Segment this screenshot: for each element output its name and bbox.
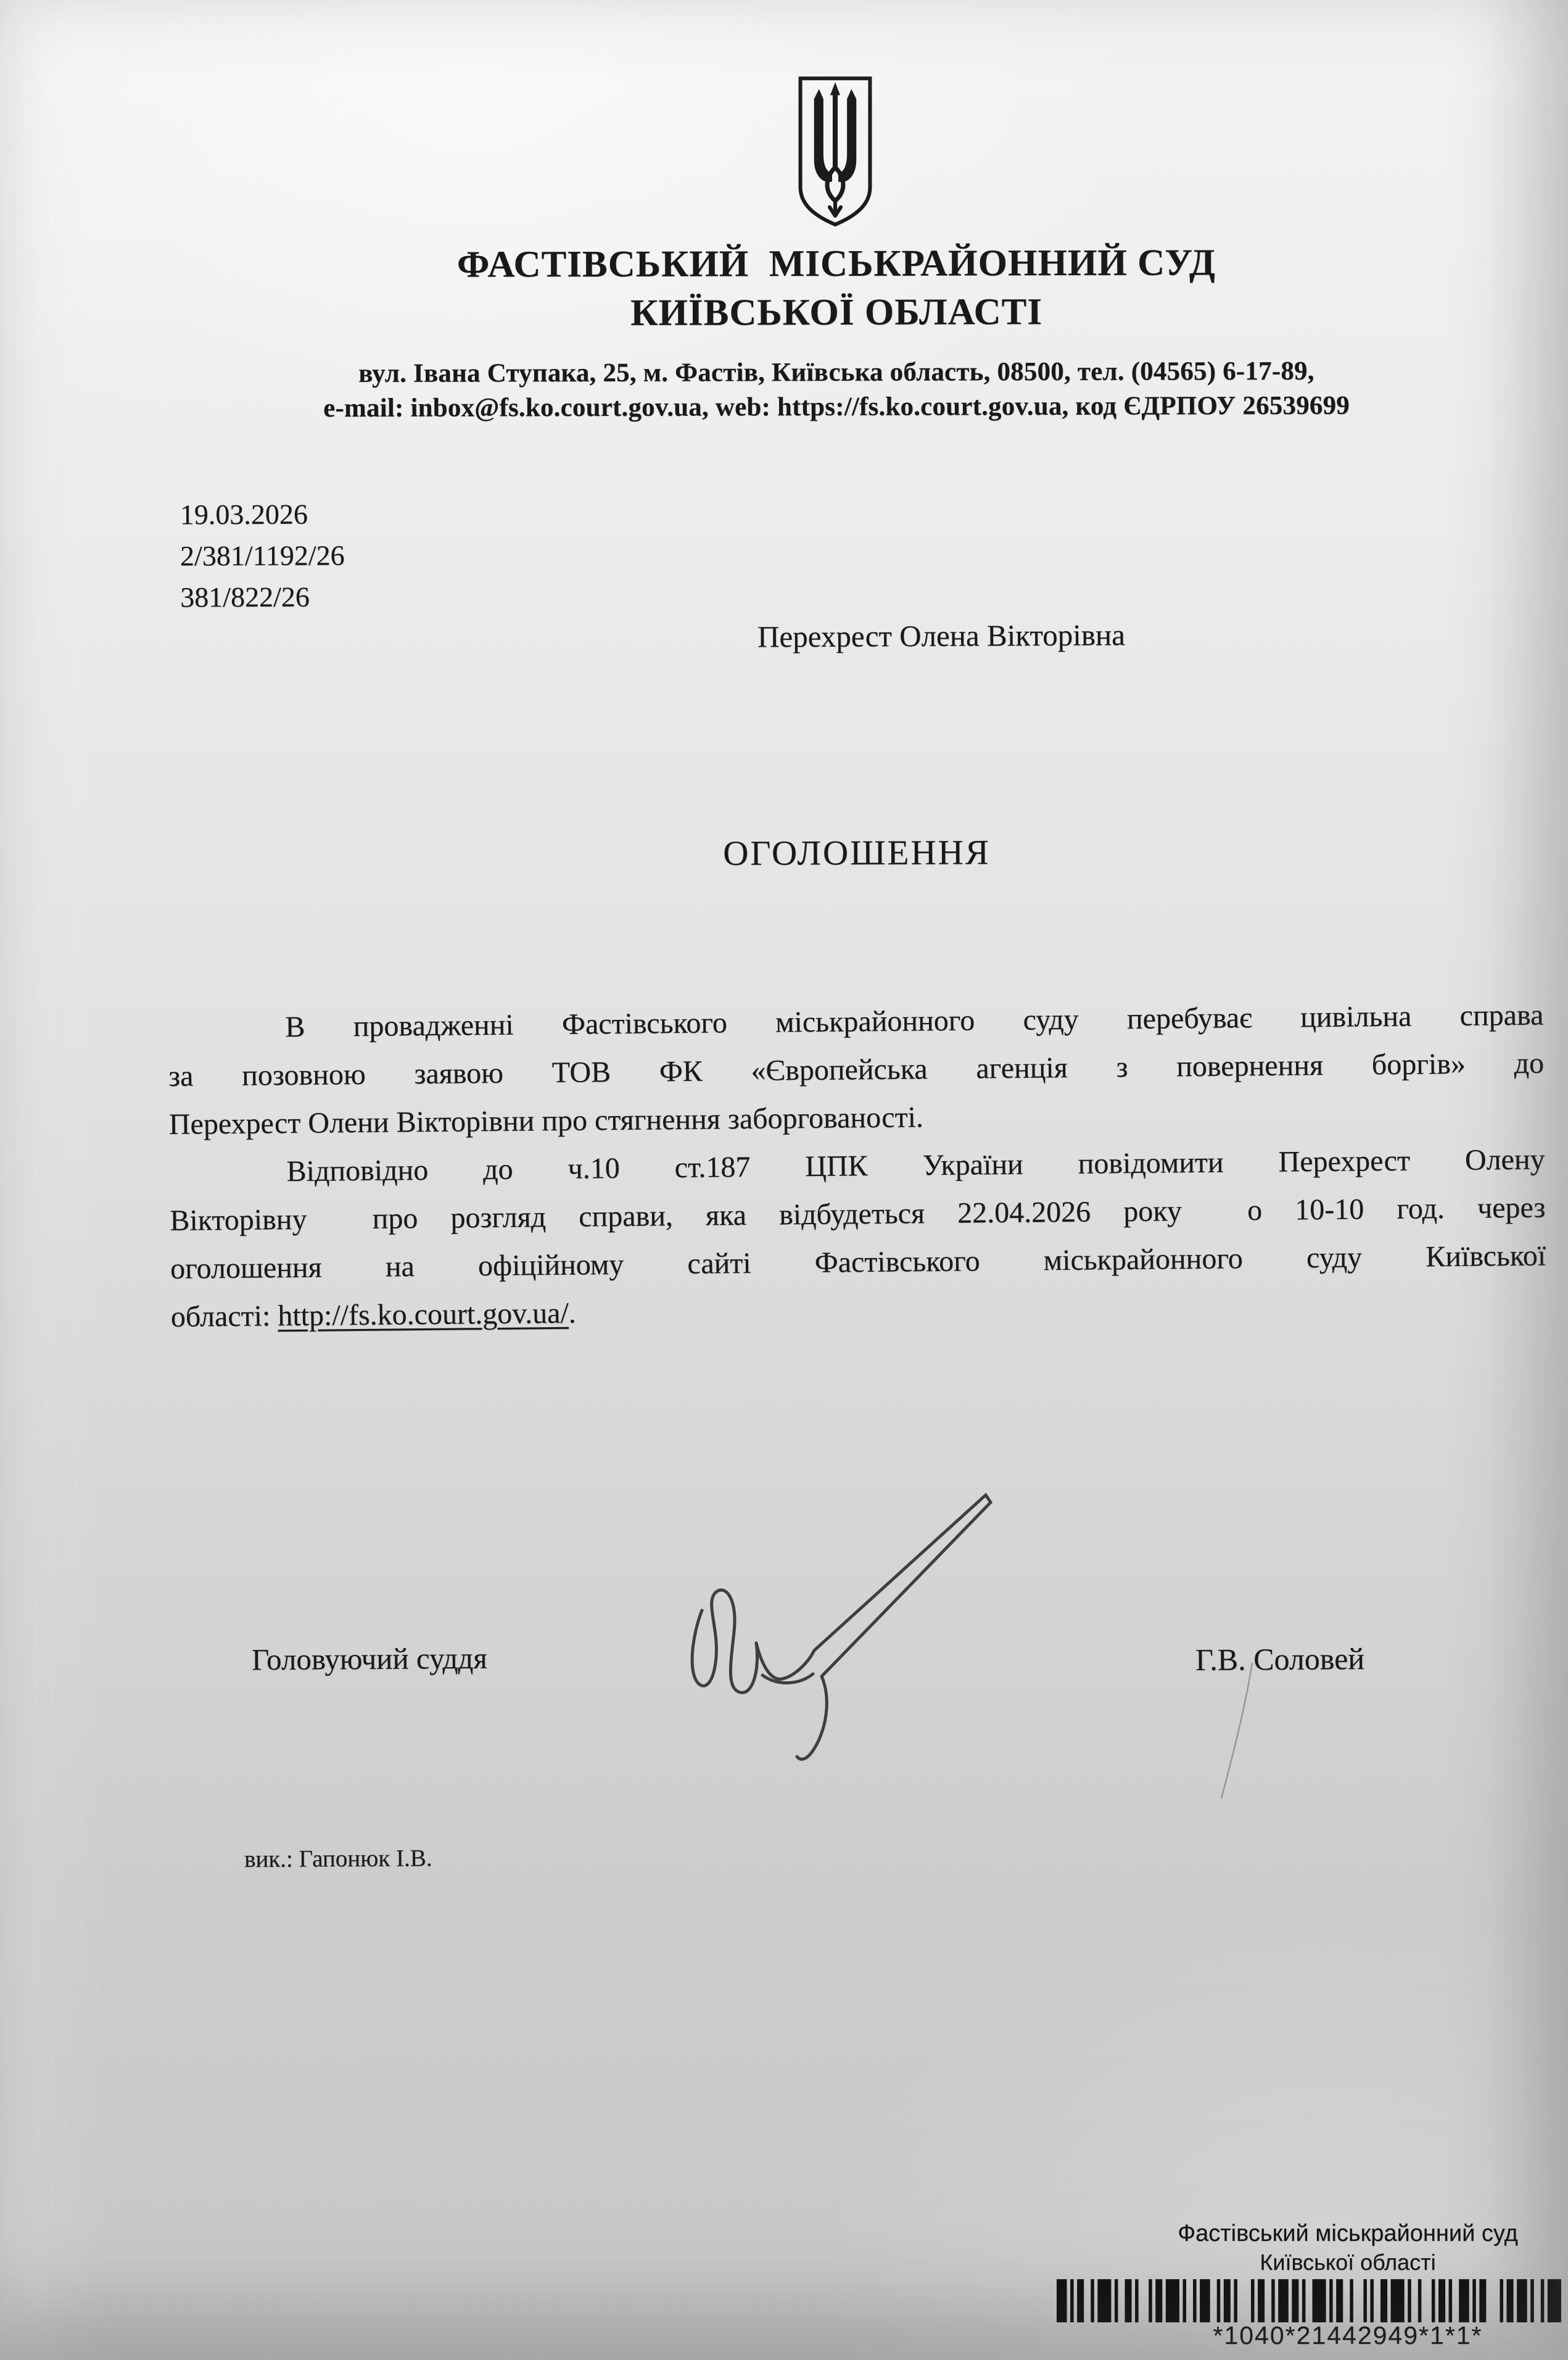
- paragraph1-line: за позовною заявою ТОВ ФК «Європейська агенція з повернення боргів» до: [168, 1046, 1545, 1093]
- judge-role-label: Головуючий суддя: [251, 1641, 487, 1677]
- registration-stamp: [1073, 2219, 1568, 2277]
- letterhead: [105, 238, 1568, 339]
- paragraph2-line: Відповідно до ч.10 ст.187 ЦПК України повідомити Перехрест Олену: [286, 1143, 1545, 1188]
- court-website-url: http://fs.ko.court.gov.ua/: [278, 1296, 569, 1333]
- court-name-line1: ФАСТІВСЬКИЙ МІСЬКРАЙОННИЙ СУД: [456, 242, 1216, 286]
- court-contacts: [105, 354, 1568, 426]
- site-label: області:: [170, 1299, 278, 1333]
- barcode-icon: [1057, 2279, 1568, 2322]
- stamp-court-region: Київської області: [1260, 2250, 1436, 2275]
- stray-pen-mark: [1209, 1660, 1265, 1802]
- document-body: [168, 992, 1546, 1341]
- case-number: 2/381/1192/26: [179, 539, 345, 572]
- stamp-court-name: Фастівський міськрайонний суд: [1178, 2221, 1518, 2246]
- paragraph2-line: Вікторівну про розгляд справи, яка відбудеться 22.04.2026 року о 10-10 год. через: [170, 1191, 1546, 1237]
- court-name-line2: КИЇВСЬКОЇ ОБЛАСТІ: [630, 291, 1043, 334]
- paragraph2-line: оголошення на офіційному сайті Фастівського міськрайонного суду Київської: [170, 1239, 1546, 1285]
- paragraph1-line: В провадженні Фастівського міськрайонного суду перебуває цивільна справа: [285, 998, 1544, 1044]
- document-meta: [180, 494, 345, 618]
- handwritten-signature-icon: [623, 1478, 1018, 1768]
- proceeding-number: 381/822/26: [180, 581, 310, 613]
- judge-name: Г.В. Соловей: [1195, 1641, 1365, 1677]
- paragraph1-line: Перехрест Олени Вікторівни про стягнення заборгованості.: [168, 1101, 924, 1141]
- document-title: ОГОЛОШЕННЯ: [723, 833, 991, 873]
- barcode-value: *1040*21442949*1*1*: [1213, 2321, 1483, 2350]
- recipient-name: Перехрест Олена Вікторівна: [757, 618, 1126, 654]
- court-address-line: вул. Івана Ступака, 25, м. Фастів, Київська область, 08500, тел. (04565) 6-17-89,: [358, 356, 1314, 389]
- court-email-web-line: e-mail: inbox@fs.ko.court.gov.ua, web: https://fs.ko.court.gov.ua, код ЄДРПОУ 26539699: [323, 391, 1350, 423]
- sentence-period: .: [568, 1296, 577, 1330]
- executor-note: вик.: Гапонюк І.В.: [244, 1845, 432, 1873]
- ukraine-trident-emblem-icon: [794, 74, 876, 228]
- document-date: 19.03.2026: [179, 498, 308, 531]
